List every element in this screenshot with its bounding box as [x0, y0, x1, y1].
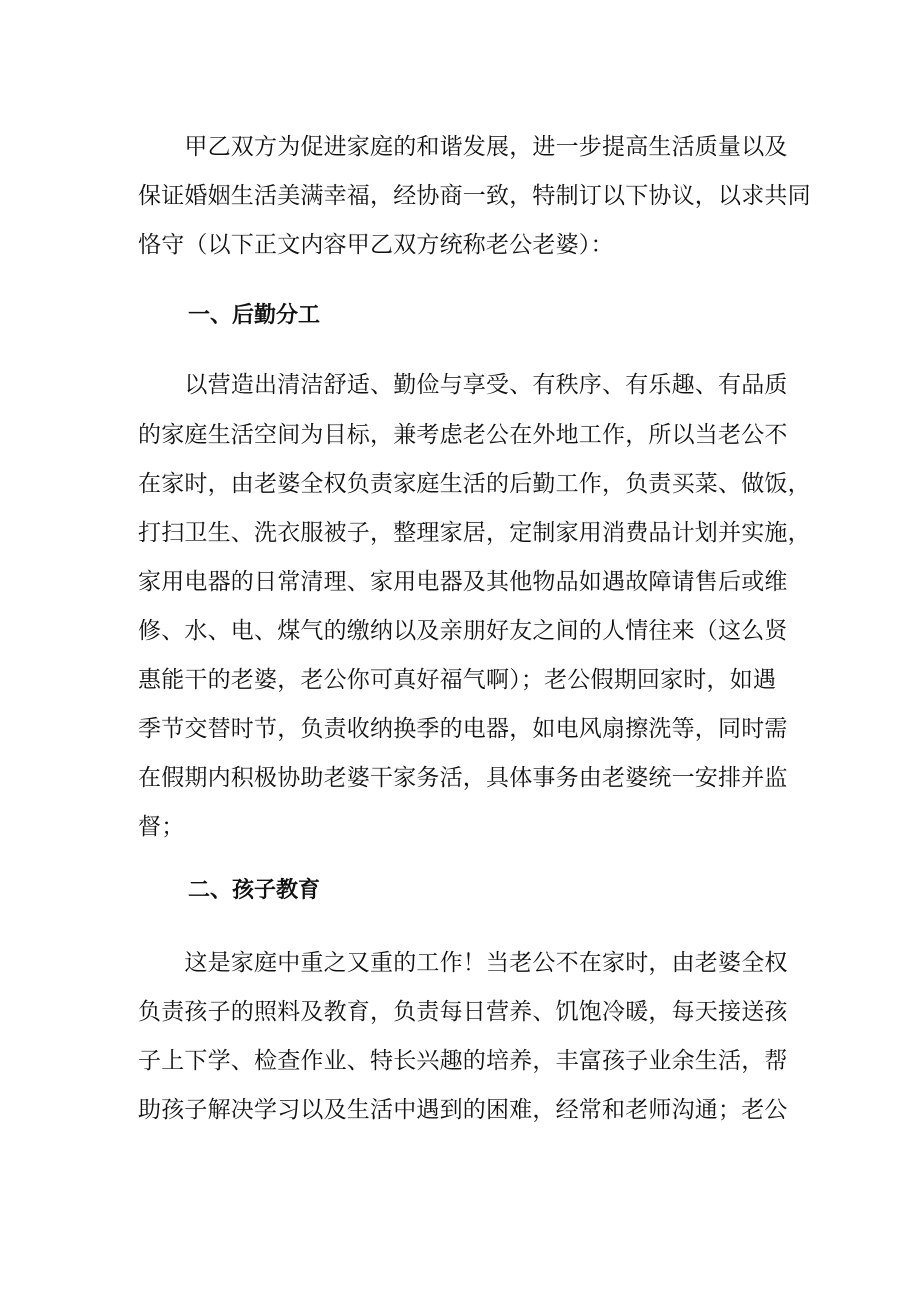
- text-line: 在假期内积极协助老婆干家务活，具体事务由老婆统一安排并监: [138, 765, 788, 791]
- text-line: 修、水、电、煤气的缴纳以及亲朋好友之间的人情往来（这么贤: [138, 618, 788, 644]
- text-line: 打扫卫生、洗衣服被子，整理家居，定制家用消费品计划并实施，: [138, 520, 811, 546]
- text-line: 甲乙双方为促进家庭的和谐发展，进一步提高生活质量以及: [138, 134, 788, 160]
- text-line: 家用电器的日常清理、家用电器及其他物品如遇故障请售后或维: [138, 569, 788, 595]
- section-heading-logistics: 一、后勤分工: [188, 303, 321, 328]
- text-line: 督；: [138, 814, 185, 840]
- section-heading-child-education: 二、孩子教育: [188, 878, 321, 903]
- text-line: 的家庭生活空间为目标，兼考虑老公在外地工作，所以当老公不: [138, 422, 788, 448]
- text-line: 这是家庭中重之又重的工作！当老公不在家时，由老婆全权: [138, 950, 788, 976]
- text-line: 保证婚姻生活美满幸福，经协商一致，特制订以下协议，以求共同: [138, 183, 811, 209]
- text-line: 以营造出清洁舒适、勤俭与享受、有秩序、有乐趣、有品质: [138, 372, 788, 398]
- text-line: 季节交替时节，负责收纳换季的电器，如电风扇擦洗等，同时需: [138, 716, 788, 742]
- text-line: 负责孩子的照料及教育，负责每日营养、饥饱冷暖，每天接送孩: [138, 999, 788, 1025]
- text-line: 恪守（以下正文内容甲乙双方统称老公老婆）：: [138, 232, 614, 258]
- text-line: 子上下学、检查作业、特长兴趣的培养，丰富孩子业余生活，帮: [138, 1048, 788, 1074]
- text-line: 惠能干的老婆，老公你可真好福气啊）；老公假期回家时，如遇: [138, 667, 777, 693]
- text-line: 在家时，由老婆全权负责家庭生活的后勤工作，负责买菜、做饭，: [138, 471, 811, 497]
- text-line: 助孩子解决学习以及生活中遇到的困难，经常和老师沟通；老公: [138, 1097, 788, 1123]
